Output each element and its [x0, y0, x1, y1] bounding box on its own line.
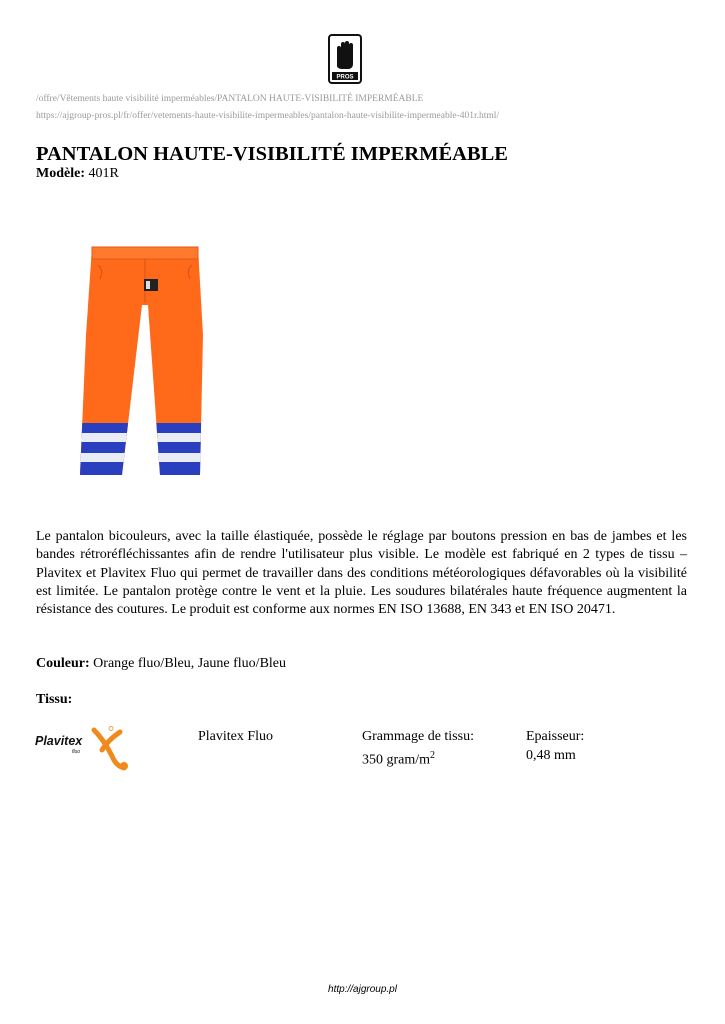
product-image [60, 235, 230, 495]
footer-link[interactable]: http://ajgroup.pl [328, 984, 397, 995]
model-value: 401R [88, 166, 119, 181]
page-title: PANTALON HAUTE-VISIBILITÉ IMPERMÉABLE [36, 143, 508, 165]
fabric-thickness [526, 728, 584, 765]
fabric-logo-sub: fluo [72, 749, 81, 755]
weight-unit-superscript: 2 [430, 749, 436, 761]
fabric-name: Plavitex Fluo [198, 729, 274, 744]
page-url[interactable]: https://ajgroup-pros.pl/fr/offer/vetements-haute-visibilite-impermeables/pantalon-haute-visibilite-impermeable-401r.html/ [36, 111, 500, 121]
color-line [36, 656, 286, 672]
thickness-label: Epaisseur: [526, 729, 585, 744]
fabric-label: Tissu: [36, 692, 73, 707]
color-label: Couleur: [36, 656, 90, 671]
fabric-logo-text: Plavitex [35, 734, 83, 748]
weight-label: Grammage de tissu: [362, 729, 474, 744]
model-label: Modèle: [36, 166, 85, 181]
thickness-value: 0,48 mm [526, 747, 576, 763]
breadcrumb-path: /offre/Vêtements haute visibilité imperméables/PANTALON HAUTE-VISIBILITÉ IMPERMÉABLE [36, 94, 424, 104]
pros-logo [328, 34, 362, 84]
model-line [36, 166, 119, 182]
product-description: Le pantalon bicouleurs, avec la taille élastiquée, possède le réglage par boutons pression en bas de jambes et les bandes rétroréfléchissantes afin de rendre l'utilisateur plus visible. Le modèle est fabriqué en 2 types de tissu – Plavitex et Plavitex Fluo qui permet de travailler dans des conditions météorologiques défavorables où la visibilité est limitée. Le pantalon protège contre le vent et la pluie. Les soudures bilatérales haute fréquence augmentent la résistance des coutures. Le produit est conforme aux normes EN ISO 13688, EN 343 et EN ISO 20471. [36, 529, 687, 618]
logo-text: PROS [336, 74, 354, 81]
weight-value: 350 gram/$m^2$ [362, 749, 436, 768]
fabric-weight [362, 728, 474, 770]
color-value: Orange fluo/Bleu, Jaune fluo/Bleu [93, 656, 287, 671]
plavitex-fluo-logo [34, 726, 136, 772]
